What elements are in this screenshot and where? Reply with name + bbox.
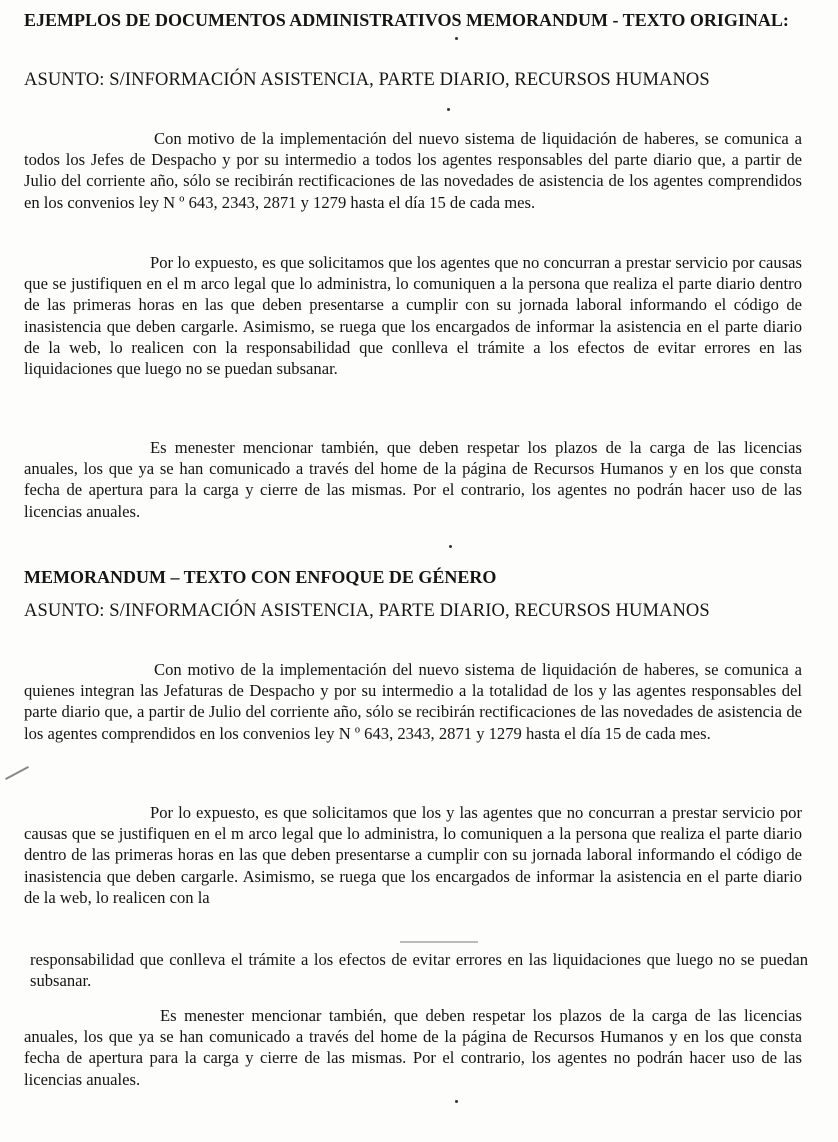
scan-speck [447, 108, 450, 111]
scan-speck [449, 545, 452, 548]
section2-paragraph-2-continuation: responsabilidad que conlleva el trámite a los efectos de evitar errores en las liquidaciones que luego no se puedan subsanar. [30, 950, 808, 991]
margin-pen-mark [5, 766, 29, 780]
section1-paragraph-1: Con motivo de la implementación del nuevo sistema de liquidación de haberes, se comunica a todos los Jefes de Despacho y por su intermedio a todos los agentes responsables del parte diario que, a partir de Julio del corriente año, sólo se recibirán rectificaciones de las novedades de asistencia de los agentes comprendidos en los convenios ley N º 643, 2343, 2871 y 1279 hasta el día 15 de cada mes. [24, 129, 802, 212]
section2-paragraph-1: Con motivo de la implementación del nuevo sistema de liquidación de haberes, se comunica a quienes integran las Jefaturas de Despacho y por su intermedio a la totalidad de los y las agentes responsables del parte diario que, a partir de Julio del corriente año, sólo se recibirán rectificaciones de las novedades de asistencia de los agentes comprendidos en los convenios ley N º 643, 2343, 2871 y 1279 hasta el día 15 de cada mes. [24, 660, 802, 743]
section2-paragraph-2: Por lo expuesto, es que solicitamos que los y las agentes que no concurran a prestar servicio por causas que se justifiquen en el m arco legal que lo administra, lo comuniquen a la persona que realiza el parte diario dentro de las primeras horas en las que deben presentarse a cumplir con su jornada laboral informando el código de inasistencia que deben cargarle. Asimismo, se ruega que los encargados de informar la asistencia en el parte diario de la web, lo realicen con la [24, 803, 802, 907]
scan-speck [455, 37, 458, 40]
section2-heading: MEMORANDUM – TEXTO CON ENFOQUE DE GÉNERO [24, 567, 497, 587]
scan-artifact-dash [400, 941, 478, 943]
section1-paragraph-3: Es menester mencionar también, que deben respetar los plazos de la carga de las licencias anuales, los que ya se han comunicado a través del home de la página de Recursos Humanos y en los que consta fecha de apertura para la carga y cierre de las mismas. Por el contrario, los agentes no podrán hacer uso de las licencias anuales. [24, 438, 802, 521]
section2-asunto: ASUNTO: S/INFORMACIÓN ASISTENCIA, PARTE DIARIO, RECURSOS HUMANOS [24, 601, 710, 621]
section1-heading: EJEMPLOS DE DOCUMENTOS ADMINISTRATIVOS MEMORANDUM - TEXTO ORIGINAL: [24, 10, 789, 30]
section1-paragraph-2: Por lo expuesto, es que solicitamos que los agentes que no concurran a prestar servicio por causas que se justifiquen en el m arco legal que lo administra, lo comuniquen a la persona que realiza el parte diario dentro de las primeras horas en las que deben presentarse a cumplir con su jornada laboral informando el código de inasistencia que deben cargarle. Asimismo, se ruega que los encargados de informar la asistencia en el parte diario de la web, lo realicen con la responsabilidad que conlleva el trámite a los efectos de evitar errores en las liquidaciones que luego no se puedan subsanar. [24, 253, 802, 379]
section1-asunto: ASUNTO: S/INFORMACIÓN ASISTENCIA, PARTE DIARIO, RECURSOS HUMANOS [24, 70, 710, 90]
scan-speck [455, 1100, 458, 1103]
section2-paragraph-3: Es menester mencionar también, que deben respetar los plazos de la carga de las licencias anuales, los que ya se han comunicado a través del home de la página de Recursos Humanos y en los que consta fecha de apertura para la carga y cierre de las mismas. Por el contrario, los agentes no podrán hacer uso de las licencias anuales. [24, 1006, 802, 1089]
